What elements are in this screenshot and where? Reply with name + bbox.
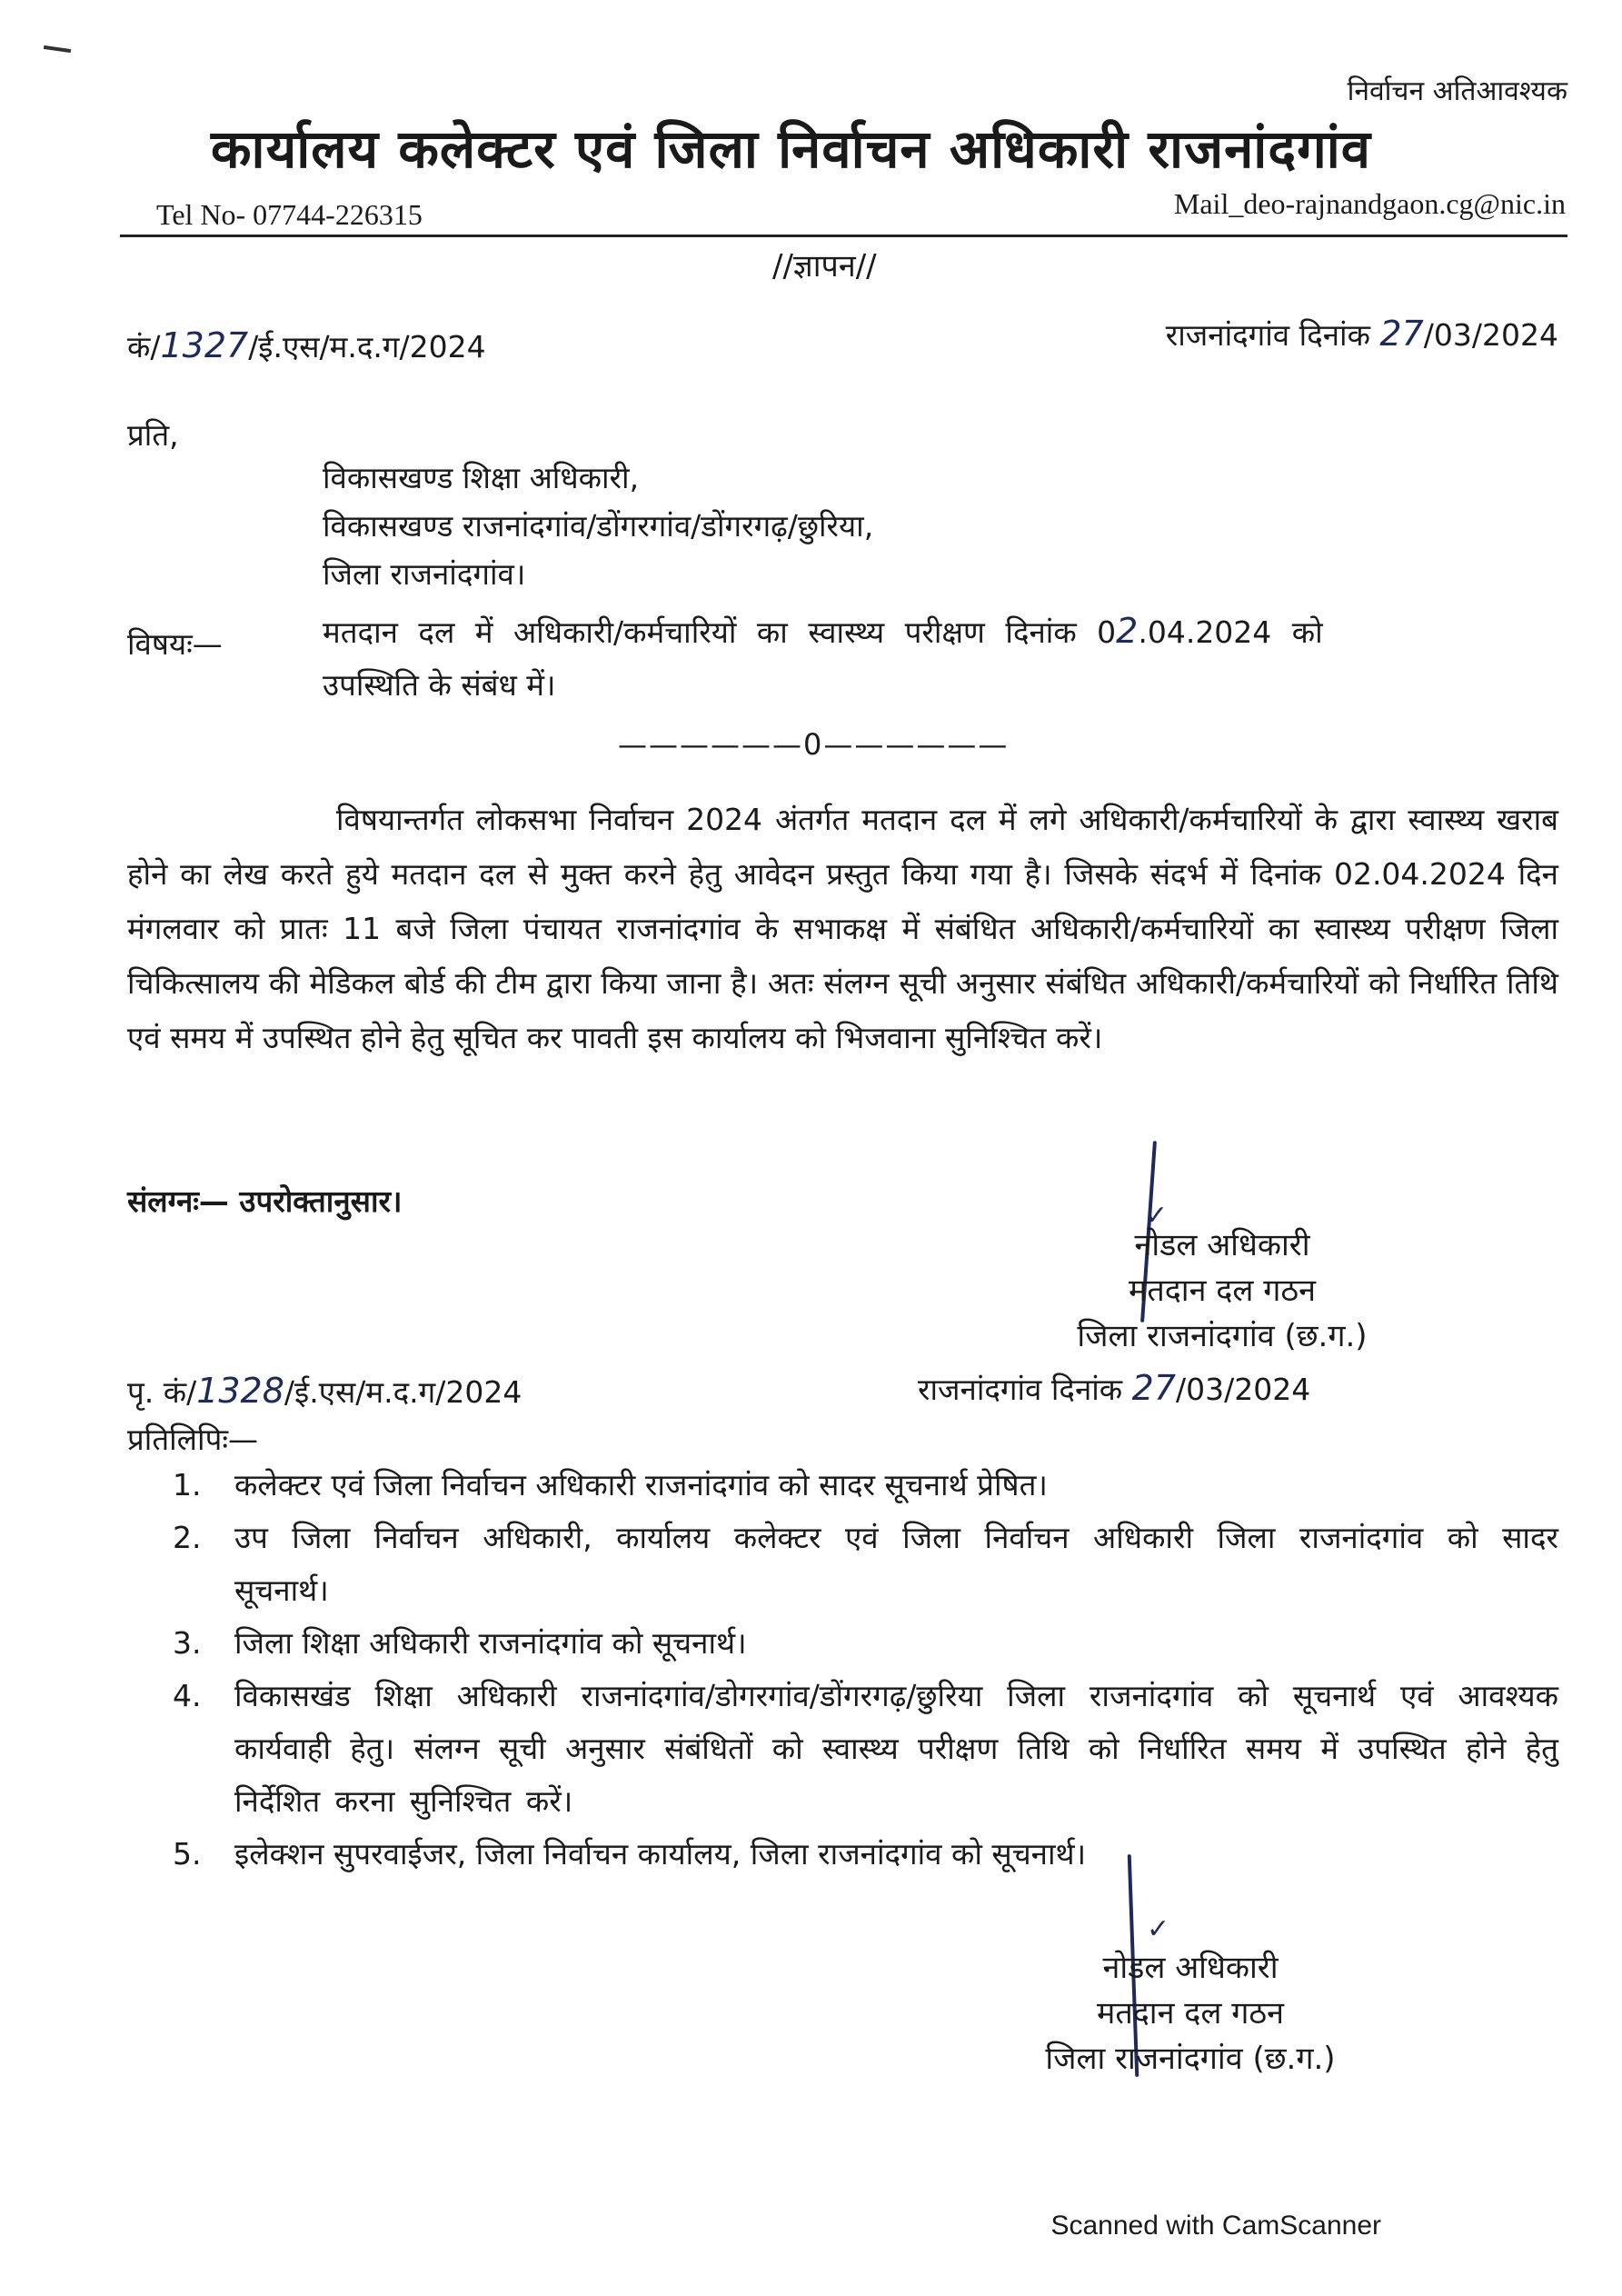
scan-mark xyxy=(44,45,71,53)
subject-handwritten-digit: 2 xyxy=(1116,611,1139,651)
reference-suffix: /ई.एस/म.द.ग/2024 xyxy=(248,329,486,364)
header-divider xyxy=(120,235,1567,237)
email-address: Mail_deo-rajnandgaon.cg@nic.in xyxy=(1173,187,1566,220)
copy-item-text: विकासखंड शिक्षा अधिकारी राजनांदगांव/डोगरगांव/डोंगरगढ़/छुरिया जिला राजनांदगांव को सूचनार्थ एवं आवश्यक कार्यवाही हेतु। संलग्न सूची अनुसार संबंधितों को स्वास्थ्य परीक्षण तिथि को निर्धारित समय में उपस्थित होने हेतु निर्देशित करना सुनिश्चित करें। xyxy=(234,1678,1558,1819)
date-suffix: /03/2024 xyxy=(1423,317,1558,353)
reference-number xyxy=(127,325,486,366)
recipient-line-3: जिला राजनांदगांव। xyxy=(323,556,526,592)
copy-handwritten-day: 27 xyxy=(1131,1368,1177,1408)
copy-item xyxy=(173,1670,1558,1828)
signature-tick: ✓ xyxy=(1145,1200,1169,1232)
copies-list xyxy=(173,1459,1558,1881)
signatory-district: जिला राजनांदगांव (छ.ग.) xyxy=(1077,1318,1368,1354)
memo-label: //ज्ञापन// xyxy=(772,248,877,285)
signature-tick: ✓ xyxy=(1147,1913,1170,1945)
copy-item xyxy=(173,1512,1558,1617)
copy-item-text: कलेक्टर एवं जिला निर्वाचन अधिकारी राजनांदगांव को सादर सूचनार्थ प्रेषित। xyxy=(234,1467,1048,1502)
handwritten-day: 27 xyxy=(1379,314,1424,354)
body-text: विषयान्तर्गत लोकसभा निर्वाचन 2024 अंतर्गत मतदान दल में लगे अधिकारी/कर्मचारियों के द्वारा स्वास्थ्य खराब होने का लेख करते हुये मतदान दल से मुक्त करने हेतु आवेदन प्रस्तुत किया गया है। जिसके संदर्भ में दिनांक 02.04.2024 दिन मंगलवार को प्रातः 11 बजे जिला पंचायत राजनांदगांव के सभाकक्ष में संबंधित अधिकारी/कर्मचारियों का स्वास्थ्य परीक्षण जिला चिकित्सालय की मेडिकल बोर्ड की टीम द्वारा किया जाना है। अतः संलग्न सूची अनुसार संबंधित अधिकारी/कर्मचारियों को निर्धारित तिथि एवं समय में उपस्थित होने हेतु सूचित कर पावती इस कार्यालय को भिजवाना सुनिश्चित करें। xyxy=(127,802,1558,1055)
subject-text-b: .04.2024 को xyxy=(1138,614,1323,650)
copy-reference-date xyxy=(918,1368,1310,1409)
copy-item-number: 5. xyxy=(173,1836,202,1872)
copy-item-text: उप जिला निर्वाचन अधिकारी, कार्यालय कलेक्टर एवं जिला निर्वाचन अधिकारी जिला राजनांदगांव को सादर सूचनार्थ। xyxy=(234,1520,1558,1608)
copy-label: प्रतिलिपिः— xyxy=(127,1422,259,1457)
copy-reference-prefix: पृ. कं/ xyxy=(127,1374,197,1410)
recipient-line-2: विकासखण्ड राजनांदगांव/डोंगरगांव/डोंगरगढ़/छुरिया, xyxy=(323,508,874,544)
enclosure-line: संलग्नः— उपरोक्तानुसार। xyxy=(127,1183,403,1219)
copy-reference-number xyxy=(127,1371,522,1412)
copy-item xyxy=(173,1459,1558,1512)
copy-reference-suffix: /ई.एस/म.द.ग/2024 xyxy=(284,1374,522,1410)
signatory-district: जिला राजनांदगांव (छ.ग.) xyxy=(1045,2041,1336,2077)
place-date-prefix: राजनांदगांव दिनांक xyxy=(1165,317,1370,353)
copy-item xyxy=(173,1828,1558,1881)
copy-item-number: 3. xyxy=(173,1625,202,1661)
copy-item-number: 2. xyxy=(173,1520,202,1555)
recipient-line-1: विकासखण्ड शिक्षा अधिकारी, xyxy=(323,460,640,495)
separator: ——————0—————— xyxy=(618,727,1010,762)
body-paragraph xyxy=(127,793,1558,1065)
reference-prefix: कं/ xyxy=(127,329,161,364)
copy-date-suffix: /03/2024 xyxy=(1176,1372,1311,1407)
subject-line-1 xyxy=(323,611,1558,652)
subject-label: विषयः— xyxy=(127,626,223,662)
signatory-unit: मतदान दल गठन xyxy=(1129,1273,1316,1309)
signatory-designation: नोडल अधिकारी xyxy=(1102,1950,1279,1986)
urgent-label: निर्वाचन अतिआवश्यक xyxy=(1347,75,1567,107)
subject-text-a: मतदान दल में अधिकारी/कर्मचारियों का स्वास्थ्य परीक्षण दिनांक 0 xyxy=(323,614,1117,650)
copy-place-date-prefix: राजनांदगांव दिनांक xyxy=(918,1372,1123,1407)
signatory-designation: नोडल अधिकारी xyxy=(1134,1227,1310,1263)
office-title: कार्यालय कलेक्टर एवं जिला निर्वाचन अधिकारी राजनांदगांव xyxy=(211,118,1372,180)
copy-item-number: 4. xyxy=(173,1678,202,1713)
scanner-watermark: Scanned with CamScanner xyxy=(1050,2211,1381,2241)
copy-item-text: इलेक्शन सुपरवाईजर, जिला निर्वाचन कार्यालय, जिला राजनांदगांव को सूचनार्थ। xyxy=(234,1836,1087,1872)
reference-date xyxy=(1166,314,1558,354)
subject-line-2: उपस्थिति के संबंध में। xyxy=(323,667,556,703)
copy-reference-handwritten-number: 1328 xyxy=(196,1371,284,1411)
reference-handwritten-number: 1327 xyxy=(160,325,249,365)
copy-item xyxy=(173,1617,1558,1670)
signature-block-1 xyxy=(950,1223,1495,1359)
to-label: प्रति, xyxy=(127,417,179,453)
signature-block-2 xyxy=(918,1945,1463,2081)
telephone-number: Tel No- 07744-226315 xyxy=(156,198,423,231)
signatory-unit: मतदान दल गठन xyxy=(1097,1995,1284,2031)
copy-item-text: जिला शिक्षा अधिकारी राजनांदगांव को सूचनार्थ। xyxy=(234,1625,747,1661)
copy-item-number: 1. xyxy=(173,1467,202,1502)
